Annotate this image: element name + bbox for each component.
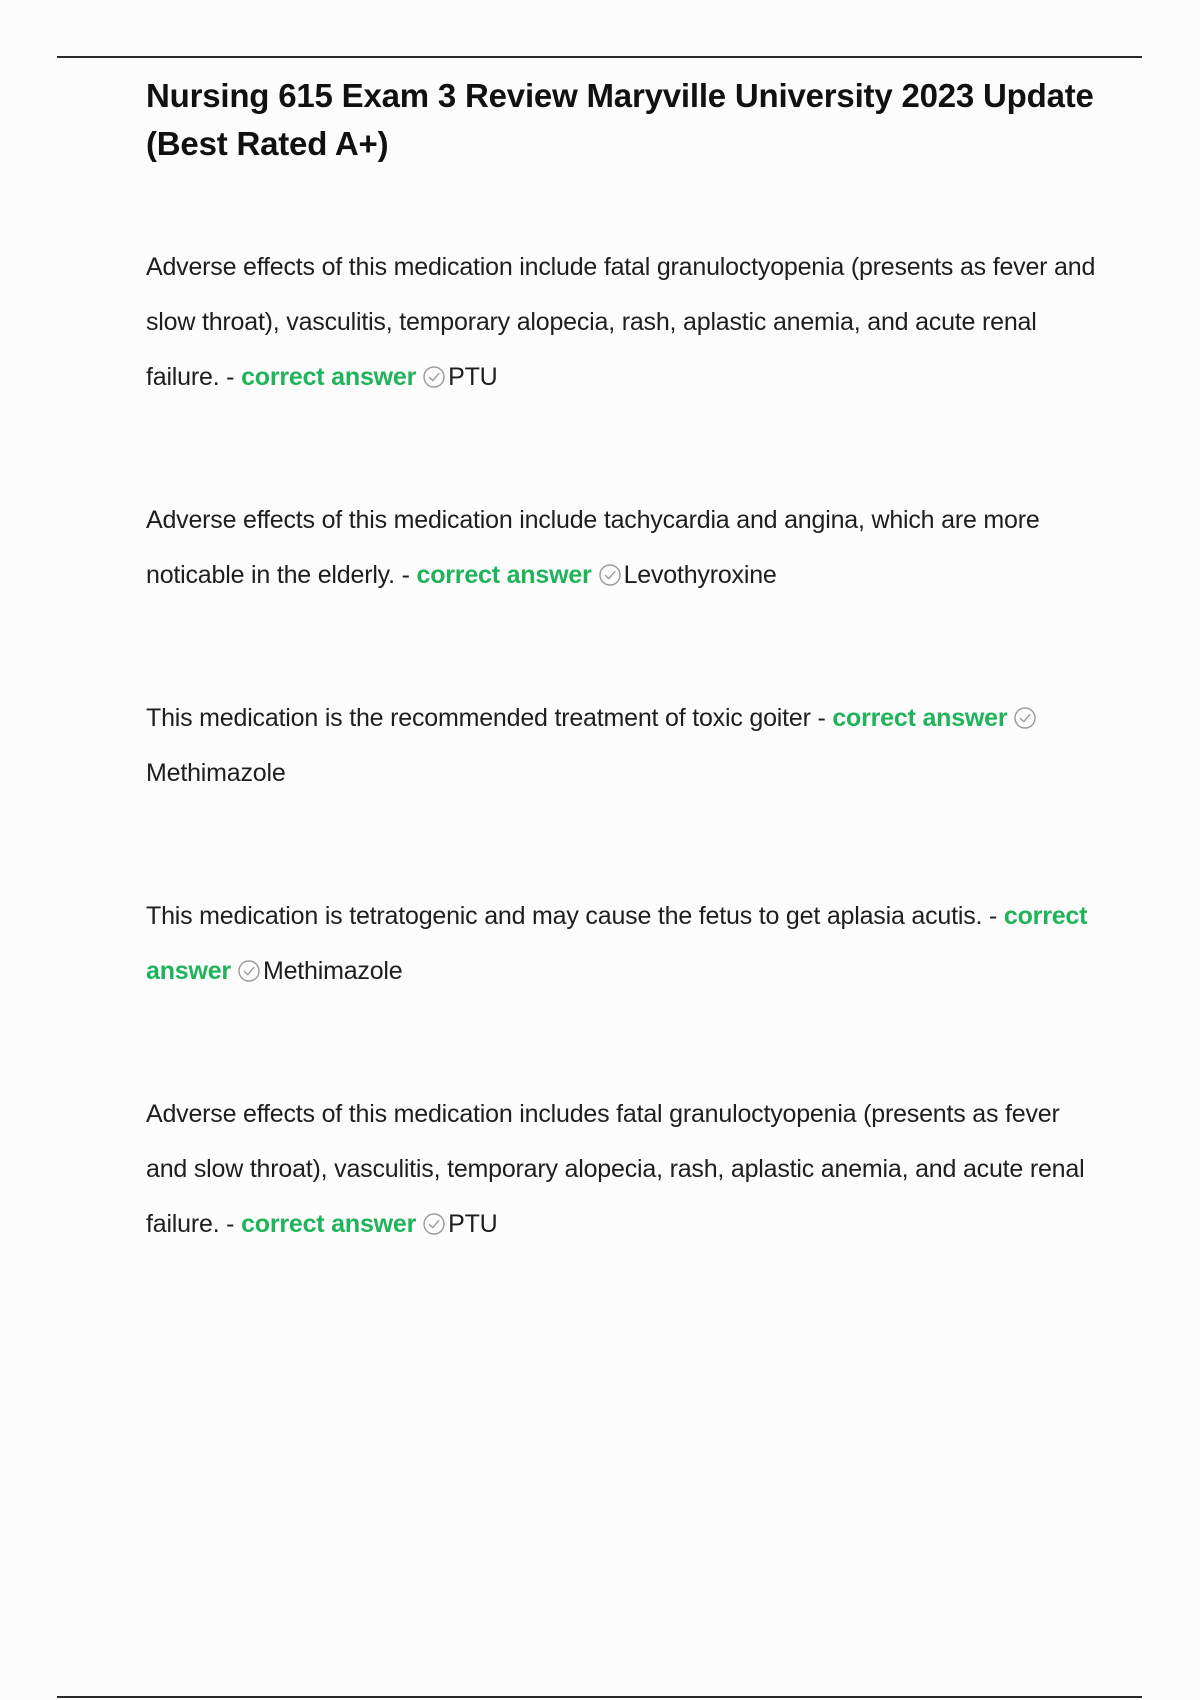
qa-list — [146, 240, 1096, 1252]
answer-text: Methimazole — [262, 957, 403, 985]
check-circle-icon — [422, 365, 446, 389]
qa-item — [146, 493, 1096, 603]
question-text: This medication is the recommended treatment of toxic goiter — [146, 704, 811, 732]
document-body — [146, 72, 1096, 1340]
question-text: This medication is tetratogenic and may cause the fetus to get aplasia acutis. — [146, 902, 983, 930]
question-text: Adverse effects of this medication include fatal granuloctyopenia (presents as fever and slow throat), vasculitis, temporary alopecia, rash, aplastic anemia, and acute renal failure. — [146, 253, 1096, 391]
correct-answer-label: correct answer — [832, 704, 1008, 732]
check-circle-icon — [598, 563, 622, 587]
correct-answer-label: correct answer — [416, 561, 592, 589]
separator: - — [810, 704, 833, 732]
answer-text: PTU — [448, 363, 498, 391]
qa-item — [146, 691, 1096, 801]
separator: - — [219, 363, 242, 391]
document-title: Nursing 615 Exam 3 Review Maryville University 2023 Update (Best Rated A+) — [146, 77, 1094, 162]
check-circle-icon — [237, 959, 261, 983]
qa-item — [146, 240, 1096, 405]
question-text: Adverse effects of this medication include tachycardia and angina, which are more noticable in the elderly. — [146, 506, 1040, 589]
top-rule — [57, 56, 1142, 58]
answer-text: PTU — [448, 1210, 498, 1238]
separator: - — [394, 561, 417, 589]
separator: - — [219, 1210, 242, 1238]
answer-text: Levothyroxine — [623, 561, 777, 589]
separator: - — [982, 902, 1004, 930]
correct-answer-label: correct answer — [241, 1210, 417, 1238]
qa-item — [146, 1087, 1096, 1252]
answer-text: Methimazole — [146, 759, 286, 787]
bottom-rule — [57, 1696, 1142, 1698]
correct-answer-label: correct answer — [146, 902, 1088, 985]
question-text: Adverse effects of this medication includes fatal granuloctyopenia (presents as fever and slow throat), vasculitis, temporary alopecia, rash, aplastic anemia, and acute renal failure. — [146, 1100, 1085, 1238]
qa-item — [146, 889, 1096, 999]
correct-answer-label: correct answer — [241, 363, 417, 391]
check-circle-icon — [422, 1212, 446, 1236]
check-circle-icon — [1013, 706, 1037, 730]
